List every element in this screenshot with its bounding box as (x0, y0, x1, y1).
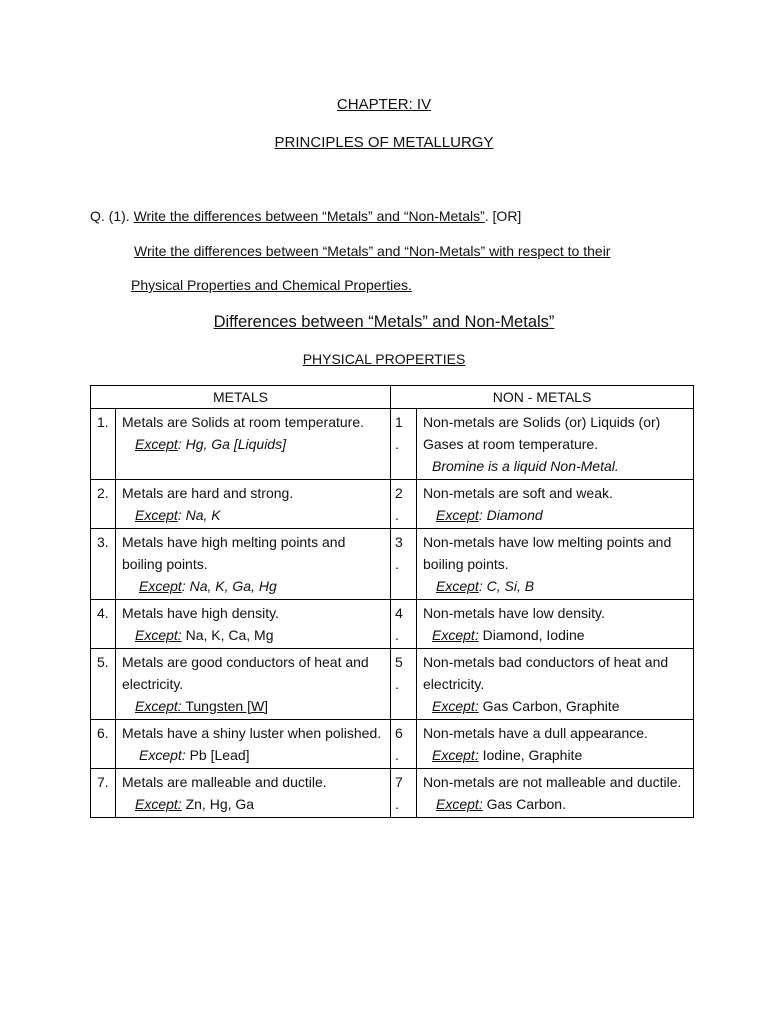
except-value: Zn, Hg, Ga (181, 796, 255, 812)
except-label: Except (135, 436, 178, 452)
table-row (91, 769, 694, 818)
table-row (91, 720, 694, 769)
except-label: Except: (135, 796, 182, 812)
metal-property: Metals are hard and strong. Except: Na, K (116, 480, 391, 529)
except-value: : Diamond (478, 507, 543, 523)
non-metal-row-number: 4 . (391, 600, 417, 649)
header-non-metals: NON - METALS (391, 386, 694, 409)
metal-row-number: 4. (91, 600, 116, 649)
table-row (91, 480, 694, 529)
table-row (91, 529, 694, 600)
non-metal-row-number: 6 . (391, 720, 417, 769)
metal-row-number: 5. (91, 649, 116, 720)
except-value: Na, K, Ca, Mg (181, 627, 274, 643)
subsection-title: PHYSICAL PROPERTIES (302, 351, 466, 367)
table-row (91, 409, 694, 480)
chapter-heading: CHAPTER: IV (336, 96, 432, 113)
except-value: Gas Carbon, Graphite (478, 698, 620, 714)
non-metal-note: Bromine is a liquid Non-Metal. (432, 458, 619, 474)
metal-row-number: 1. (91, 409, 116, 480)
non-metal-property: Non-metals bad conductors of heat and electricity. Except: Gas Carbon, Graphite (417, 649, 694, 720)
non-metal-row-number: 1 . (391, 409, 417, 480)
non-metal-property: Non-metals are Solids (or) Liquids (or) Gases at room temperature. Bromine is a liquid Non-Metal. (417, 409, 694, 480)
non-metal-row-number: 3 . (391, 529, 417, 600)
except-label: Except: (139, 747, 186, 763)
except-label: Except: (432, 698, 479, 714)
question-line-3: Physical Properties and Chemical Properties. (131, 277, 412, 293)
non-metal-property: Non-metals have low density. Except: Diamond, Iodine (417, 600, 694, 649)
except-label: Except: (135, 627, 182, 643)
metal-row-number: 3. (91, 529, 116, 600)
metal-property: Metals have high melting points and boiling points. Except: Na, K, Ga, Hg (116, 529, 391, 600)
metal-property: Metals are Solids at room temperature. Except: Hg, Ga [Liquids] (116, 409, 391, 480)
metal-property: Metals have high density. Except: Na, K, Ca, Mg (116, 600, 391, 649)
except-value: : C, Si, B (478, 578, 535, 594)
except-label: Except: (432, 747, 479, 763)
except-label: Except (139, 578, 182, 594)
table-row (91, 649, 694, 720)
non-metal-row-number: 2 . (391, 480, 417, 529)
metal-row-number: 2. (91, 480, 116, 529)
except-value: Pb [Lead] (185, 747, 250, 763)
except-value: : Na, K, Ga, Hg (181, 578, 277, 594)
metal-property: Metals are good conductors of heat and electricity. Except: Tungsten [W] (116, 649, 391, 720)
non-metal-property: Non-metals are soft and weak. Except: Diamond (417, 480, 694, 529)
metal-row-number: 6. (91, 720, 116, 769)
question-line-1: Q. (1). Write the differences between “Metals” and “Non-Metals”. [OR] (90, 208, 522, 224)
section-title: Differences between “Metals” and Non-Metals” (213, 313, 555, 331)
question-line-2: Write the differences between “Metals” and “Non-Metals” with respect to their (134, 243, 611, 259)
metal-property: Metals have a shiny luster when polished. Except: Pb [Lead] (116, 720, 391, 769)
except-value: Diamond, Iodine (478, 627, 585, 643)
chapter-title: PRINCIPLES OF METALLURGY (274, 134, 494, 151)
header-metals: METALS (91, 386, 391, 409)
except-label: Except: (436, 796, 483, 812)
table-header-row (91, 386, 694, 409)
properties-table (90, 385, 694, 818)
except-value: Iodine, Graphite (478, 747, 583, 763)
except-label: Except (436, 578, 479, 594)
non-metal-property: Non-metals have low melting points and boiling points. Except: C, Si, B (417, 529, 694, 600)
non-metal-property: Non-metals are not malleable and ductile. Except: Gas Carbon. (417, 769, 694, 818)
except-value: : Na, K (177, 507, 221, 523)
metal-row-number: 7. (91, 769, 116, 818)
except-label: Except (436, 507, 479, 523)
non-metal-row-number: 7 . (391, 769, 417, 818)
metal-property: Metals are malleable and ductile. Except: Zn, Hg, Ga (116, 769, 391, 818)
except-label: Except (135, 507, 178, 523)
except-value: : Hg, Ga [Liquids] (177, 436, 286, 452)
table-row (91, 600, 694, 649)
except-value: Gas Carbon. (482, 796, 566, 812)
except-label: Except: (432, 627, 479, 643)
non-metal-row-number: 5 . (391, 649, 417, 720)
except-label: Except: (135, 698, 182, 714)
non-metal-property: Non-metals have a dull appearance. Except: Iodine, Graphite (417, 720, 694, 769)
except-value: Tungsten [W] (181, 698, 269, 714)
